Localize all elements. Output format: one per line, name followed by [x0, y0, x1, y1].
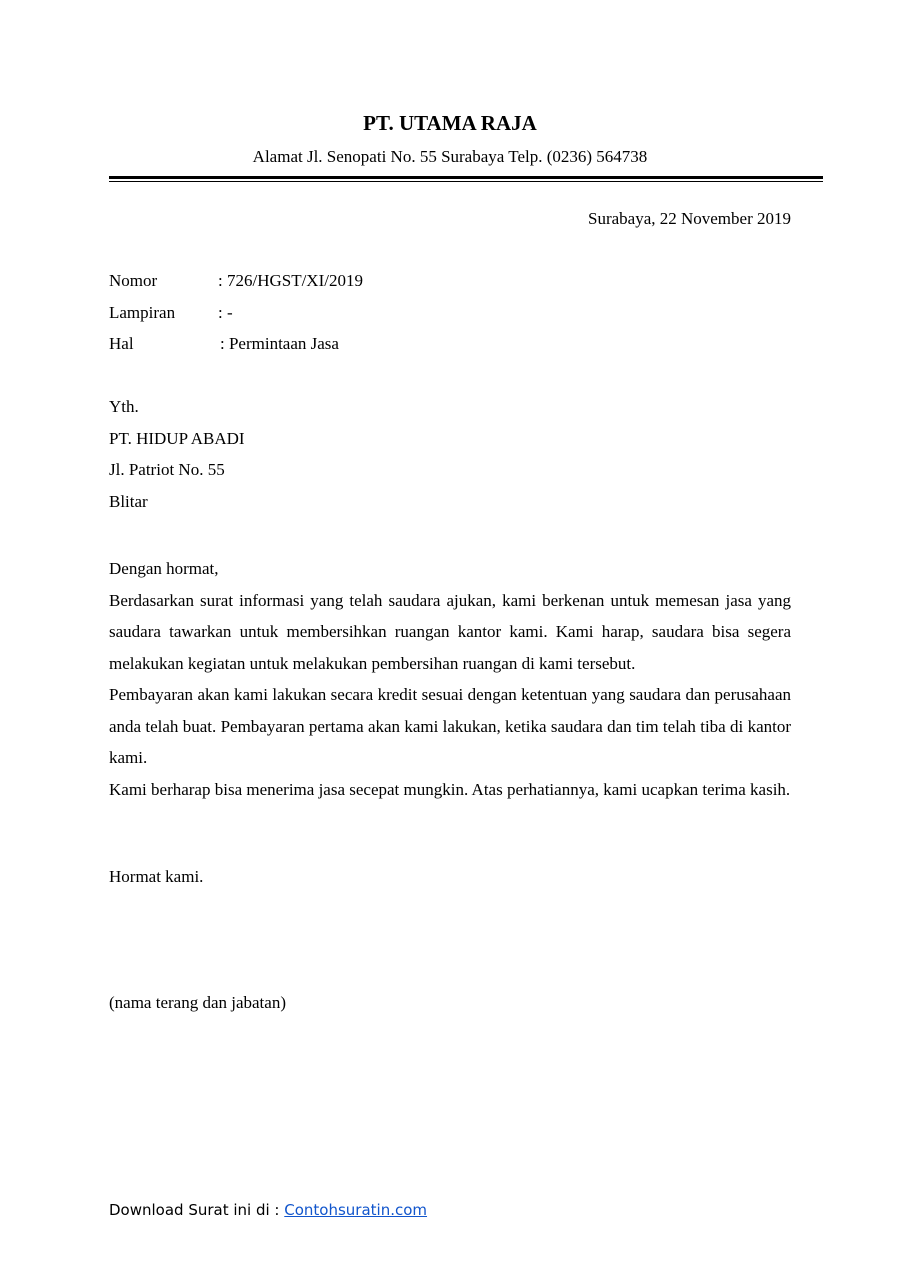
- nomor-value: : 726/HGST/XI/2019: [218, 271, 363, 290]
- footer-text: Download Surat ini di :: [109, 1201, 285, 1219]
- hal-label: Hal: [109, 334, 134, 353]
- letter-date: Surabaya, 22 November 2019: [587, 209, 791, 228]
- salutation: Dengan hormat,: [109, 559, 219, 578]
- recipient-block: [109, 396, 245, 522]
- recipient-greeting: Yth.: [109, 397, 139, 416]
- hal-value: : Permintaan Jasa: [220, 334, 339, 353]
- body-paragraph: Berdasarkan surat informasi yang telah saudara ajukan, kami berkenan untuk memesan jasa yang saudara tawarkan untuk membersihkan ruangan kantor kami. Kami harap, saudara bisa segera melakukan kegiatan untuk melakukan pembersihan ruangan di kami tersebut.: [109, 590, 791, 673]
- nomor-label: Nomor: [109, 271, 158, 290]
- company-name: PT. UTAMA RAJA: [363, 111, 537, 135]
- lampiran-value: : -: [218, 302, 233, 322]
- recipient-city: Blitar: [109, 491, 148, 511]
- body-paragraph: Kami berharap bisa menerima jasa secepat mungkin. Atas perhatiannya, kami ucapkan terima kasih.: [109, 779, 791, 799]
- footer: [109, 1199, 427, 1221]
- closing: Hormat kami.: [109, 867, 204, 886]
- recipient-name: PT. HIDUP ABADI: [109, 428, 245, 448]
- letterhead-divider-thick: [109, 176, 823, 179]
- body-paragraph: Pembayaran akan kami lakukan secara kredit sesuai dengan ketentuan yang saudara dan perusahaan anda telah buat. Pembayaran pertama akan kami lakukan, ketika saudara dan tim telah tiba di kantor kami.: [109, 685, 791, 767]
- lampiran-label: Lampiran: [109, 302, 176, 322]
- recipient-street: Jl. Patriot No. 55: [109, 460, 225, 479]
- signature-placeholder: (nama terang dan jabatan): [109, 993, 286, 1012]
- footer-link[interactable]: Contohsuratin.com: [284, 1201, 428, 1219]
- letterhead-divider-thin: [109, 181, 823, 182]
- letter-body: [109, 553, 791, 805]
- company-address: Alamat Jl. Senopati No. 55 Surabaya Telp. (0236) 564738: [252, 147, 648, 166]
